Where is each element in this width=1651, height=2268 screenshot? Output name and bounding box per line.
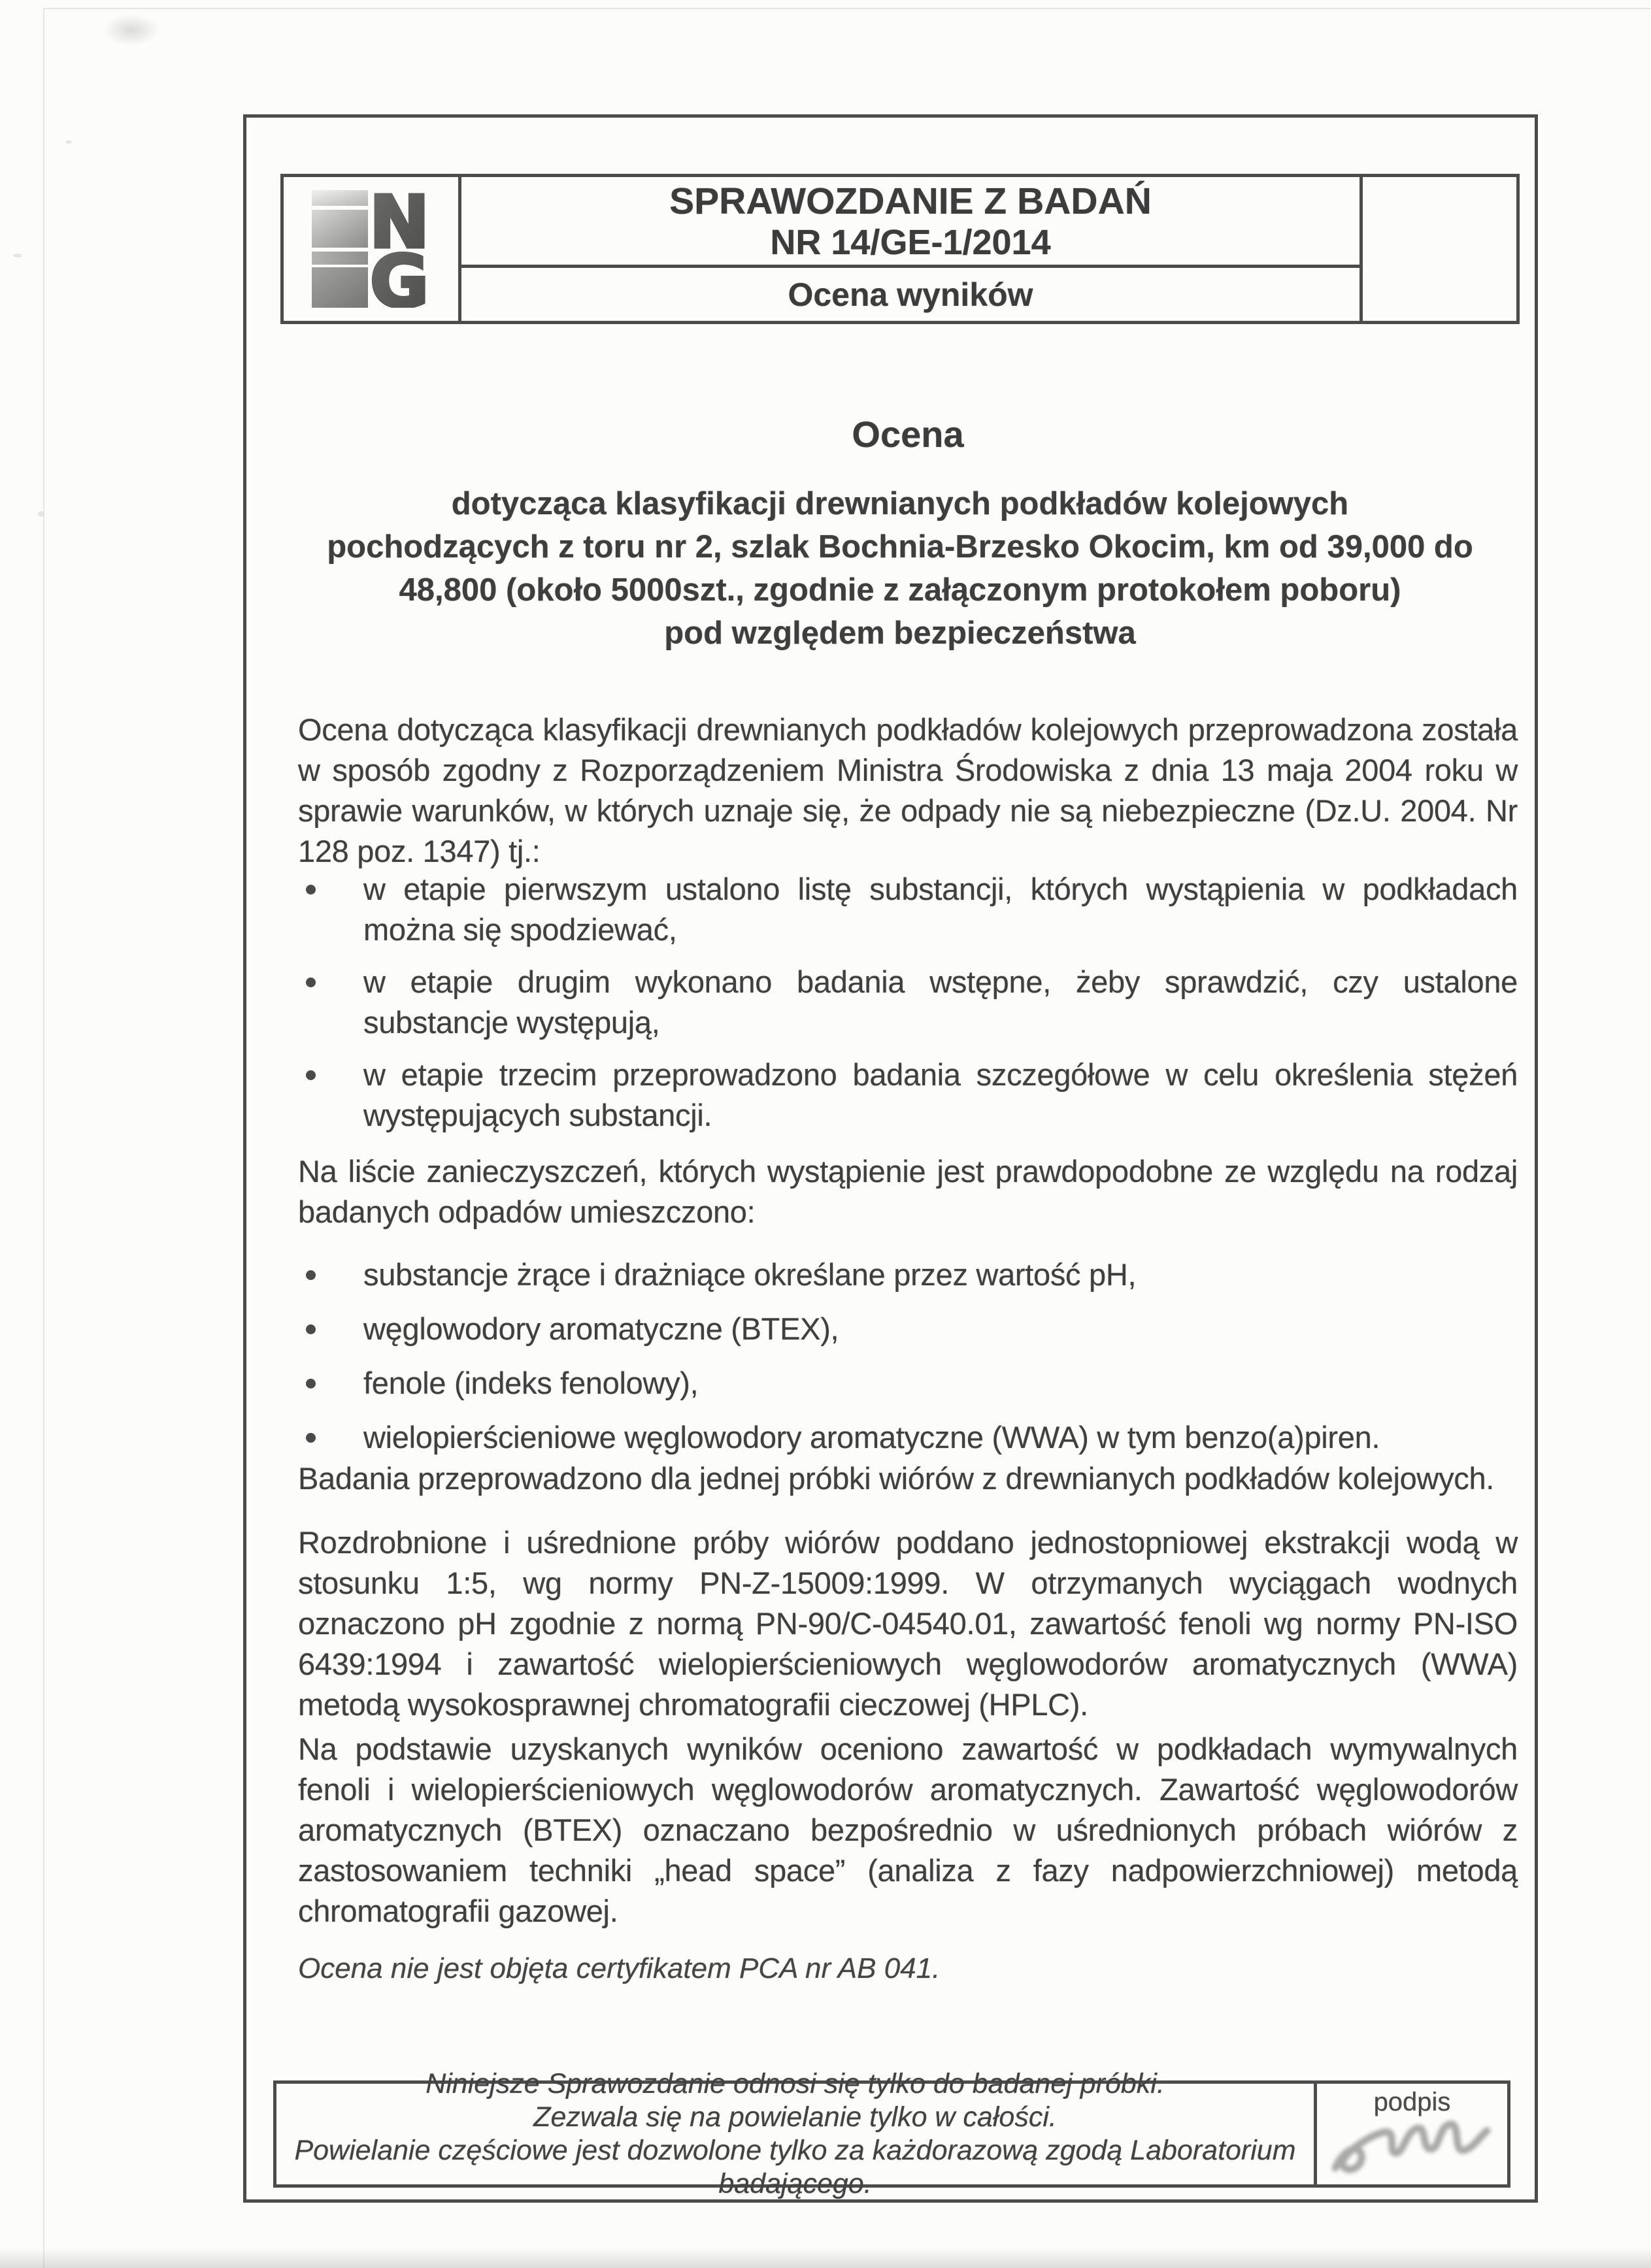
inig-logo-icon bbox=[312, 190, 431, 308]
subject-line: pochodzących z toru nr 2, szlak Bochnia-Brzesko Okocim, km od 39,000 do bbox=[327, 529, 1473, 565]
footer-box bbox=[273, 2068, 1510, 2199]
report-number: NR 14/GE-1/2014 bbox=[770, 223, 1051, 262]
header-empty-cell bbox=[1363, 177, 1516, 321]
paragraph-pollutants-intro: Na liście zanieczyszczeń, których wystąpienie jest prawdopodobne ze względu na rodzaj badanych odpadów umieszczono: bbox=[298, 1154, 1518, 1229]
signature-scribble bbox=[1322, 2106, 1499, 2184]
signature-cell bbox=[1314, 2084, 1507, 2184]
list-item: w etapie pierwszym ustalono listę substancji, których wystąpienia w podkładach można się spodziewać, bbox=[298, 869, 1518, 950]
document-title: Ocena bbox=[852, 414, 964, 455]
list-item: substancje żrące i drażniące określane przez wartość pH, bbox=[298, 1255, 1518, 1295]
paragraph-evaluation: Na podstawie uzyskanych wyników oceniono zawartość w podkładach wymywalnych fenoli i wielopierścieniowych węglowodorów aromatycznych. Zawartość węglowodorów aromatycznych (BTEX) oznaczano bezpośrednio w uśrednionych próbach wiórów z zastosowaniem techniki „head space” (analiza z fazy nadpowierzchniowej) metodą chromatografii gazowej. bbox=[298, 1732, 1518, 1928]
subject-line: dotycząca klasyfikacji drewnianych podkładów kolejowych bbox=[451, 486, 1349, 521]
footer-line: Powielanie częściowe jest dozwolone tylko za każdorazową zgodą Laboratorium badającego. bbox=[294, 2135, 1296, 2199]
list-item: w etapie drugim wykonano badania wstępne, żeby sprawdzić, czy ustalone substancje występują, bbox=[298, 962, 1518, 1043]
report-header bbox=[280, 174, 1520, 324]
scan-bottom-shadow bbox=[0, 2248, 1651, 2268]
header-title-block bbox=[461, 177, 1359, 265]
paragraph-method: Rozdrobnione i uśrednione próby wiórów poddano jednostopniowej ekstrakcji wodą w stosunku 1:5, wg normy PN-Z-15009:1999. W otrzymanych wyciągach wodnych oznaczono pH zgodnie z normą PN-90/C-04540.01, zawartość fenoli wg normy PN-ISO 6439:1994 i zawartość wielopierścieniowych węglowodorów aromatycznych (WWA) metodą wysokosprawnej chromatografii cieczowej (HPLC). bbox=[298, 1525, 1518, 1722]
report-subtitle: Ocena wyników bbox=[461, 265, 1359, 321]
signature-label: podpis bbox=[1373, 2088, 1451, 2116]
stages-list bbox=[298, 869, 1518, 1147]
report-frame bbox=[243, 114, 1538, 2203]
subject-line: 48,800 (około 5000szt., zgodnie z załączonym protokołem poboru) bbox=[399, 572, 1401, 608]
scan-smudge bbox=[103, 14, 159, 46]
report-title: SPRAWOZDANIE Z BADAŃ bbox=[669, 180, 1152, 222]
header-title-cell bbox=[461, 177, 1363, 321]
pollutants-list bbox=[298, 1255, 1518, 1471]
footer-disclaimer bbox=[276, 2068, 1314, 2199]
subject-line: pod względem bezpieczeństwa bbox=[664, 616, 1136, 651]
list-item: w etapie trzecim przeprowadzono badania szczegółowe w celu określenia stężeń występujących substancji. bbox=[298, 1055, 1518, 1136]
svg-text:G: G bbox=[369, 240, 429, 308]
paragraph-intro: Ocena dotycząca klasyfikacji drewnianych podkładów kolejowych przeprowadzona została w sposób zgodny z Rozporządzeniem Ministra Środowiska z dnia 13 maja 2004 roku w sprawie warunków, w których uznaje się, że odpady nie są niebezpieczne (Dz.U. 2004. Nr 128 poz. 1347) tj.: bbox=[298, 712, 1518, 868]
footer-line: Niniejsze Sprawozdanie odnosi się tylko do badanej próbki. bbox=[425, 2068, 1165, 2099]
list-item: węglowodory aromatyczne (BTEX), bbox=[298, 1309, 1518, 1349]
document-subject bbox=[266, 482, 1534, 655]
certificate-note: Ocena nie jest objęta certyfikatem PCA nr AB 041. bbox=[298, 1952, 941, 1984]
footer-line: Zezwala się na powielanie tylko w całości. bbox=[533, 2101, 1057, 2133]
list-item: wielopierścieniowe węglowodory aromatyczne (WWA) w tym benzo(a)piren. bbox=[298, 1417, 1518, 1458]
paragraph-sample: Badania przeprowadzono dla jednej próbki wiórów z drewnianych podkładów kolejowych. bbox=[298, 1461, 1495, 1496]
svg-text:N: N bbox=[369, 190, 429, 264]
scan-speck bbox=[65, 140, 72, 144]
list-item: fenole (indeks fenolowy), bbox=[298, 1363, 1518, 1404]
scan-speck bbox=[13, 254, 22, 257]
scan-speck bbox=[38, 511, 44, 517]
logo-cell bbox=[284, 177, 461, 321]
